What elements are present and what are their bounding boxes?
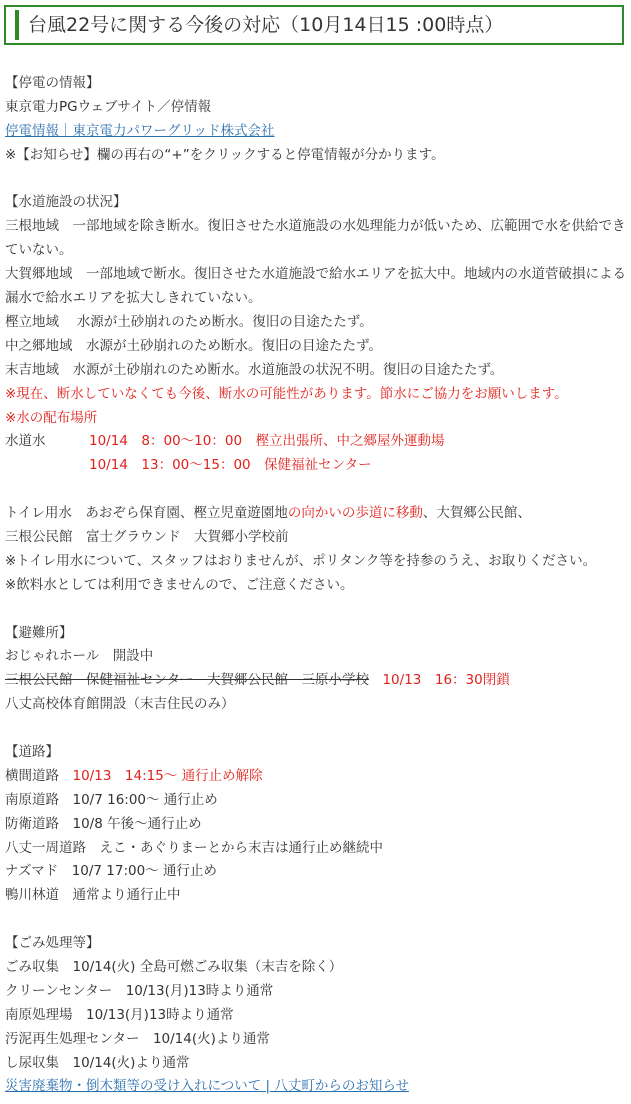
- road-yokoma-status: 10/13 14:15〜 通行止め解除: [72, 767, 263, 784]
- outage-notice: ※【お知らせ】欄の再右の“+”をクリックすると停電情報が分かります。: [5, 146, 445, 163]
- waste-sludge-center: 汚泥再生処理センター 10/14(火)より通常: [5, 1030, 270, 1047]
- outage-source: 東京電力PGウェブサイト／停情報: [5, 98, 212, 115]
- road-nazumado: ナズマド 10/7 17:00〜 通行止め: [5, 863, 217, 880]
- road-minamihara: 南原道路 10/7 16:00〜 通行止め: [5, 791, 218, 808]
- shelter-closed-list: 三根公民館 保健福祉センター 大賀郷公民館 三原小学校: [5, 672, 369, 689]
- water-heading: 【水道施設の状況】: [5, 194, 127, 211]
- waste-collection: ごみ収集 10/14(火) 全島可燃ごみ収集（末吉を除く）: [5, 959, 343, 976]
- tap-water-schedule-1: 10/14 8：00〜10：00 樫立出張所、中之郷屋外運動場: [89, 433, 445, 450]
- waste-minamihara: 南原処理場 10/13(月)13時より通常: [5, 1006, 234, 1023]
- toilet-water-note: ※トイレ用水について、スタッフはおりませんが、ポリタンク等を持参のうえ、お取りください。: [5, 552, 597, 569]
- page-title: 台風22号に関する今後の対応（10月14日15 :00時点）: [28, 14, 504, 36]
- shelter-closed-time: 10/13 16：30閉鎖: [382, 672, 510, 689]
- road-boei: 防衛道路 10/8 午後〜通行止め: [5, 815, 202, 832]
- roads-heading: 【道路】: [5, 744, 59, 760]
- toilet-water-moved: の向かいの歩道に移動: [287, 505, 423, 522]
- shelter-open: おじゃれホール 開設中: [5, 648, 154, 665]
- shelter-heading: 【避難所】: [5, 624, 73, 641]
- water-sueyoshi: 末吉地域 水源が土砂崩れのため断水。水道施設の状況不明。復旧の目途たたず。: [5, 361, 504, 378]
- toilet-water-locations: 三根公民館 富士グラウンド 大賀郷小学校前: [5, 528, 289, 545]
- road-kamogawa: 鴨川林道 通常より通行止中: [5, 887, 181, 904]
- waste-disposal-link[interactable]: 災害廃棄物・倒木類等の受け入れについて | 八丈町からのお知らせ: [5, 1078, 409, 1095]
- toilet-water-text-a: トイレ用水 あおぞら保育園、樫立児童遊園地: [5, 505, 288, 522]
- outage-link[interactable]: 停電情報｜東京電力パワーグリッド株式会社: [5, 122, 275, 139]
- page-title-box: [4, 5, 624, 45]
- tap-water-schedule-2: 10/14 13：00〜15：00 保健福祉センター: [89, 457, 372, 474]
- waste-nightsoil: し尿収集 10/14(火)より通常: [5, 1054, 190, 1071]
- shelter-gym: 八丈高校体育館開設（末吉住民のみ）: [5, 696, 235, 713]
- water-ookago: 大賀郷地域 一部地域で断水。復旧させた水道施設で給水エリアを拡大中。地域内の水道菅破損による漏水で給水エリアを拡大しきれていない。: [5, 266, 626, 307]
- drinking-note: ※飲料水としては利用できませんので、ご注意ください。: [5, 576, 354, 593]
- toilet-water-text-b: 、大賀郷公民館、: [422, 505, 531, 522]
- water-kashitate: 樫立地域 水源が土砂崩れのため断水。復旧の目途たたず。: [5, 313, 373, 330]
- road-isshu: 八丈一周道路 えこ・あぐりまーとから末吉は通行止め継続中: [5, 839, 383, 856]
- road-yokoma-label: 横間道路: [5, 767, 59, 784]
- water-mitsune: 三根地域 一部地域を除き断水。復旧させた水道施設の水処理能力が低いため、広範囲で水を供給できていない。: [5, 218, 626, 259]
- article-body: [5, 72, 627, 1099]
- outage-heading: 【停電の情報】: [5, 75, 100, 91]
- waste-heading: 【ごみ処理等】: [5, 935, 100, 952]
- water-nakanogo: 中之郷地域 水源が土砂崩れのため断水。復旧の目途たたず。: [5, 337, 382, 354]
- water-warning: ※現在、断水していなくても今後、断水の可能性があります。節水にご協力をお願いします。: [5, 385, 568, 402]
- tap-water-label: 水道水: [5, 433, 46, 450]
- water-distribution-heading: ※水の配布場所: [5, 409, 98, 426]
- waste-clean-center: クリーンセンター 10/13(月)13時より通常: [5, 982, 274, 999]
